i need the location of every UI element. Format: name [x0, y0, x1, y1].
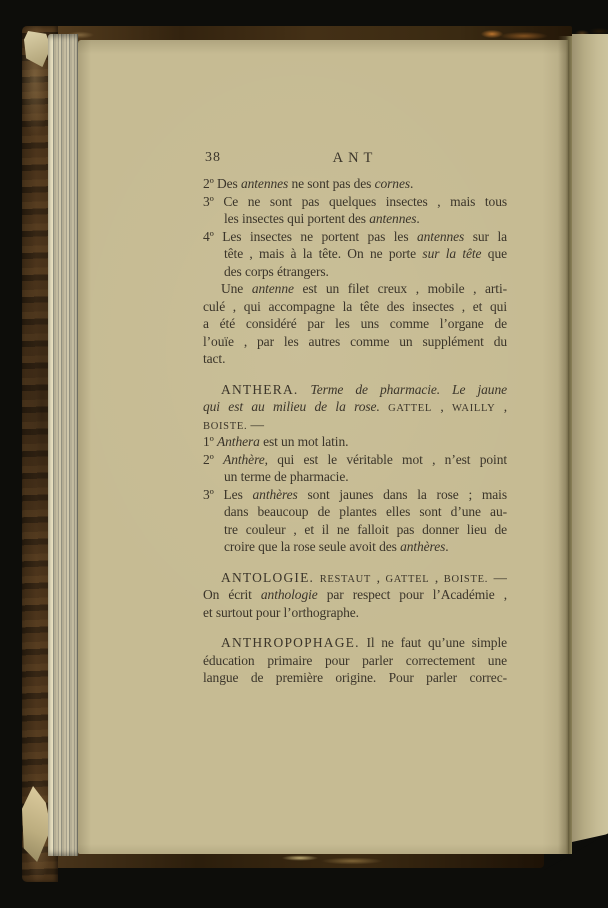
text-line [203, 604, 507, 622]
text-line [203, 586, 507, 604]
page-number: 38 [205, 150, 221, 165]
text-segment: est un filet creux , mobile , arti- [293, 281, 507, 296]
text-segment: BOISTE. [443, 573, 489, 585]
text-segment: anthères [400, 539, 446, 554]
text-line [203, 503, 507, 521]
text-segment: 3º Les [203, 486, 253, 502]
printed-area [203, 150, 507, 687]
text-line [203, 175, 507, 193]
text-line [203, 669, 507, 687]
text-line [203, 451, 507, 469]
text-line [203, 245, 507, 263]
text-segment: . [445, 539, 449, 554]
book-bottom-board-edge [50, 853, 544, 868]
facing-page-sliver [572, 34, 608, 842]
text-line [203, 193, 507, 211]
text-segment: ne sont pas des [288, 176, 375, 191]
text-segment: On écrit [203, 587, 261, 602]
text-segment [380, 399, 388, 414]
text-segment: . [410, 176, 414, 191]
text-segment: 4º Les insectes ne portent pas les [203, 228, 417, 244]
spine-damage-patch-bottom [22, 786, 51, 862]
text-segment: Anthère [223, 451, 265, 467]
text-segment: a été considéré par les uns comme l’organe de [203, 316, 507, 331]
text-segment: 2º [203, 451, 224, 467]
text-segment: sur la tête [422, 246, 482, 261]
text-line [203, 228, 507, 246]
text-segment: Il ne faut qu’une simple [359, 635, 507, 650]
running-head: ANT [332, 150, 378, 166]
text-segment: 1º [203, 434, 218, 449]
text-segment: Terme de pharmacie. Le jaune [310, 381, 507, 397]
text-segment: 2º Des [203, 176, 241, 191]
text-segment: GATTEL [388, 403, 432, 414]
text-segment: antennes [369, 211, 417, 226]
text-segment: langue de première origine. Pour parler correc- [203, 670, 507, 685]
text-line [203, 350, 507, 368]
text-segment: WAILLY [451, 403, 496, 414]
text-segment: . [416, 211, 420, 226]
text-segment: dans beaucoup de plantes elles sont d’une au- [224, 504, 507, 519]
text-segment: éducation primaire pour parler correctement une [203, 652, 507, 668]
book-page [78, 40, 568, 854]
text-segment [298, 382, 310, 397]
text-segment: anthologie [260, 587, 318, 602]
text-segment: RESTAUT [319, 573, 372, 585]
text-segment: BOISTE. [203, 420, 248, 432]
text-segment: est un mot latin. [259, 434, 349, 449]
text-segment: , [371, 569, 386, 585]
text-line [203, 652, 507, 670]
page-header [203, 150, 507, 168]
text-line [203, 521, 507, 539]
text-segment: Une [221, 281, 252, 296]
text-segment: antennes [417, 228, 465, 244]
text-segment: sont jaunes dans la rose ; mais [297, 486, 507, 502]
text-line [203, 433, 507, 451]
text-line [203, 569, 507, 587]
text-segment: cornes [374, 176, 411, 191]
text-segment: antenne [251, 281, 294, 296]
text-segment: croire que la rose seule avoit des [224, 539, 401, 554]
text-segment: , qui est le véritable mot , n’est point [264, 451, 507, 467]
text-segment: tête , mais à la tête. On ne porte [224, 246, 423, 261]
text-line [203, 398, 507, 416]
text-segment: tre couleur , et il ne falloit pas donner lieu de [224, 521, 507, 537]
text-segment: et surtout pour l’orthographe. [203, 604, 359, 620]
text-segment: , [495, 399, 507, 414]
text-line [203, 634, 507, 652]
text-line [203, 381, 507, 399]
text-line [203, 333, 507, 351]
text-segment: tact. [203, 351, 226, 366]
text-segment: sur la [464, 228, 507, 244]
text-segment: par respect pour l’Académie , [317, 587, 507, 602]
text-block [203, 175, 507, 687]
spine-damage-patch-top [24, 31, 51, 67]
text-line [203, 315, 507, 333]
text-line [203, 416, 507, 434]
text-segment: Anthera [217, 434, 260, 449]
text-segment: ANTHERA. [221, 381, 299, 397]
book-gutter-fold [558, 36, 572, 854]
text-segment: ANTHROPOPHAGE. [221, 635, 360, 650]
text-segment: l’ouïe , par les autres comme un supplément du [203, 333, 507, 349]
text-segment: antennes [240, 176, 289, 191]
text-line [203, 280, 507, 298]
text-segment: — [247, 416, 264, 432]
text-line [203, 486, 507, 504]
text-segment: GATTEL [385, 573, 430, 585]
text-segment: 3º Ce ne sont pas quelques insectes , mais tous [203, 193, 507, 209]
text-segment: , [429, 569, 444, 585]
text-segment: , [431, 399, 452, 414]
page-edges-stack [48, 34, 78, 856]
text-segment: qui est au milieu de la rose. [203, 399, 380, 414]
text-line [203, 263, 507, 281]
text-segment: culé , qui accompagne la tête des insectes , et qui [203, 298, 507, 314]
text-segment: anthères [252, 486, 298, 502]
text-line [203, 538, 507, 556]
text-line [203, 468, 507, 486]
text-line [203, 210, 507, 228]
text-segment: un terme de pharmacie. [224, 469, 349, 484]
text-segment: ANTOLOGIE. [221, 569, 315, 585]
text-segment: — [488, 569, 507, 585]
text-segment: des corps étrangers. [224, 263, 329, 279]
text-segment: que [481, 246, 507, 261]
text-segment: les insectes qui portent des [224, 211, 370, 226]
text-line [203, 298, 507, 316]
